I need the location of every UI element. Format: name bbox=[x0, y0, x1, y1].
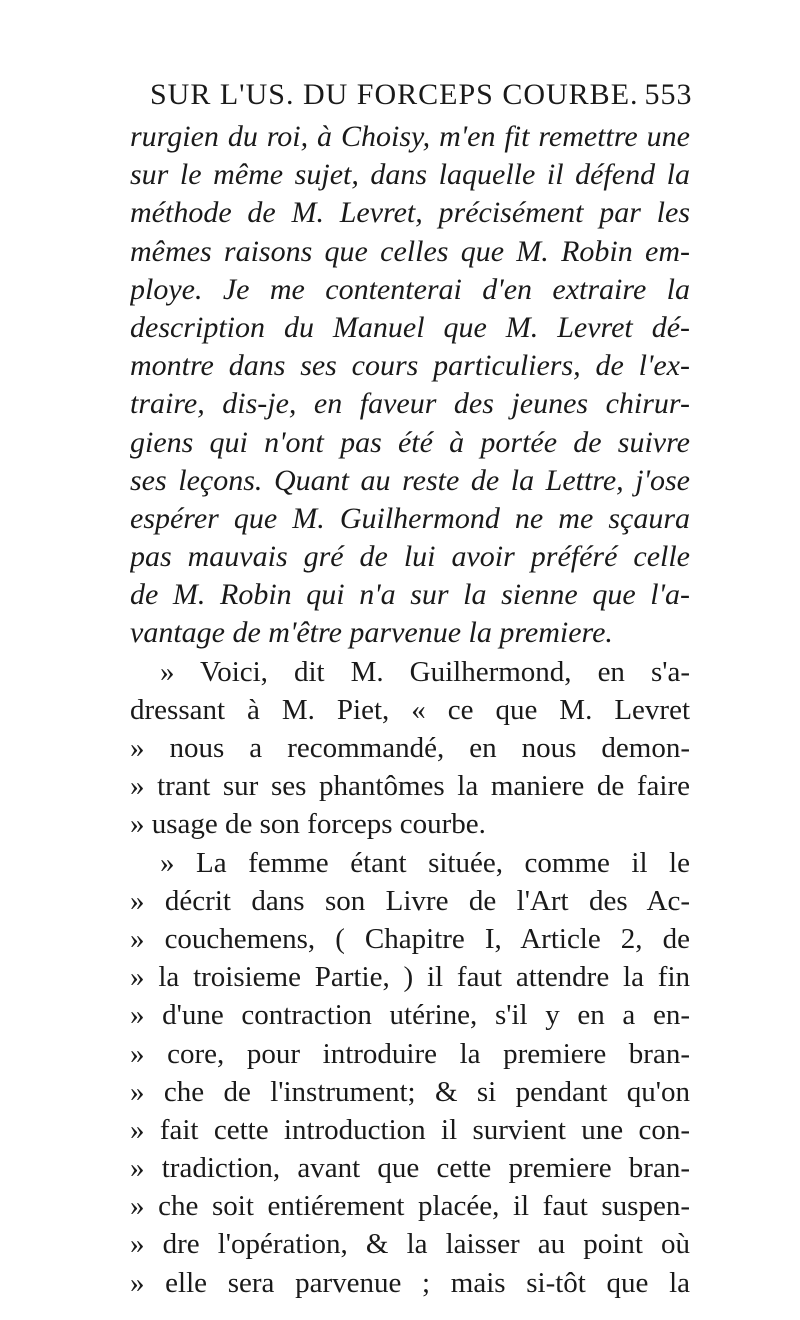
text-line: » elle sera parvenue ; mais si-tôt que la bbox=[130, 1266, 690, 1299]
text-line: méthode de M. Levret, précisément par les bbox=[130, 196, 690, 230]
text-line: montre dans ses cours particuliers, de l'ex- bbox=[130, 349, 690, 383]
text-line: dressant à M. Piet, « ce que M. Levret bbox=[130, 693, 690, 726]
text-line: » décrit dans son Livre de l'Art des Ac- bbox=[130, 884, 690, 917]
text-line: espérer que M. Guilhermond ne me sçaura bbox=[130, 501, 690, 535]
text-line: » core, pour introduire la premiere bran- bbox=[130, 1037, 690, 1070]
text-line: » dre l'opération, & la laisser au point où bbox=[130, 1228, 690, 1261]
text-line: » la troisieme Partie, ) il faut attendre la fin bbox=[130, 961, 690, 994]
running-head-title: SUR L'US. DU FORCEPS COURBE. bbox=[150, 78, 639, 111]
text-line: mêmes raisons que celles que M. Robin em- bbox=[130, 234, 690, 268]
text-line: » che soit entiérement placée, il faut suspen- bbox=[130, 1190, 690, 1223]
text-line: sur le même sujet, dans laquelle il défend la bbox=[130, 158, 690, 192]
text-line: giens qui n'ont pas été à portée de suivre bbox=[130, 425, 690, 459]
text-line: » couchemens, ( Chapitre I, Article 2, de bbox=[130, 922, 690, 955]
text-line: pas mauvais gré de lui avoir préféré celle bbox=[130, 540, 690, 574]
text-line: » d'une contraction utérine, s'il y en a en- bbox=[130, 999, 690, 1032]
text-line: ses leçons. Quant au reste de la Lettre, j'ose bbox=[130, 463, 690, 497]
text-line: traire, dis-je, en faveur des jeunes chirur- bbox=[130, 387, 690, 421]
text-line: vantage de m'être parvenue la premiere. bbox=[130, 616, 613, 650]
text-line: description du Manuel que M. Levret dé- bbox=[130, 310, 690, 344]
page-number: 553 bbox=[644, 78, 693, 111]
text-line: » La femme étant située, comme il le bbox=[160, 846, 690, 879]
text-line: » nous a recommandé, en nous demon- bbox=[130, 732, 690, 764]
text-line: de M. Robin qui n'a sur la sienne que l'a- bbox=[130, 578, 690, 612]
text-body bbox=[130, 118, 690, 1302]
text-line: » usage de son forceps courbe. bbox=[130, 808, 486, 841]
text-line: » fait cette introduction il survient une con- bbox=[130, 1113, 690, 1146]
text-line: rurgien du roi, à Choisy, m'en fit remettre une bbox=[130, 120, 690, 153]
text-line: » trant sur ses phantômes la maniere de faire bbox=[130, 770, 690, 803]
text-line: » tradiction, avant que cette premiere bran- bbox=[130, 1152, 690, 1185]
running-head bbox=[150, 78, 693, 112]
text-line: » Voici, dit M. Guilhermond, en s'a- bbox=[160, 655, 690, 688]
italic-passage bbox=[130, 118, 690, 653]
roman-passage bbox=[130, 653, 690, 1302]
text-line: ploye. Je me contenterai d'en extraire la bbox=[130, 272, 690, 306]
text-line: » che de l'instrument; & si pendant qu'on bbox=[130, 1075, 690, 1108]
